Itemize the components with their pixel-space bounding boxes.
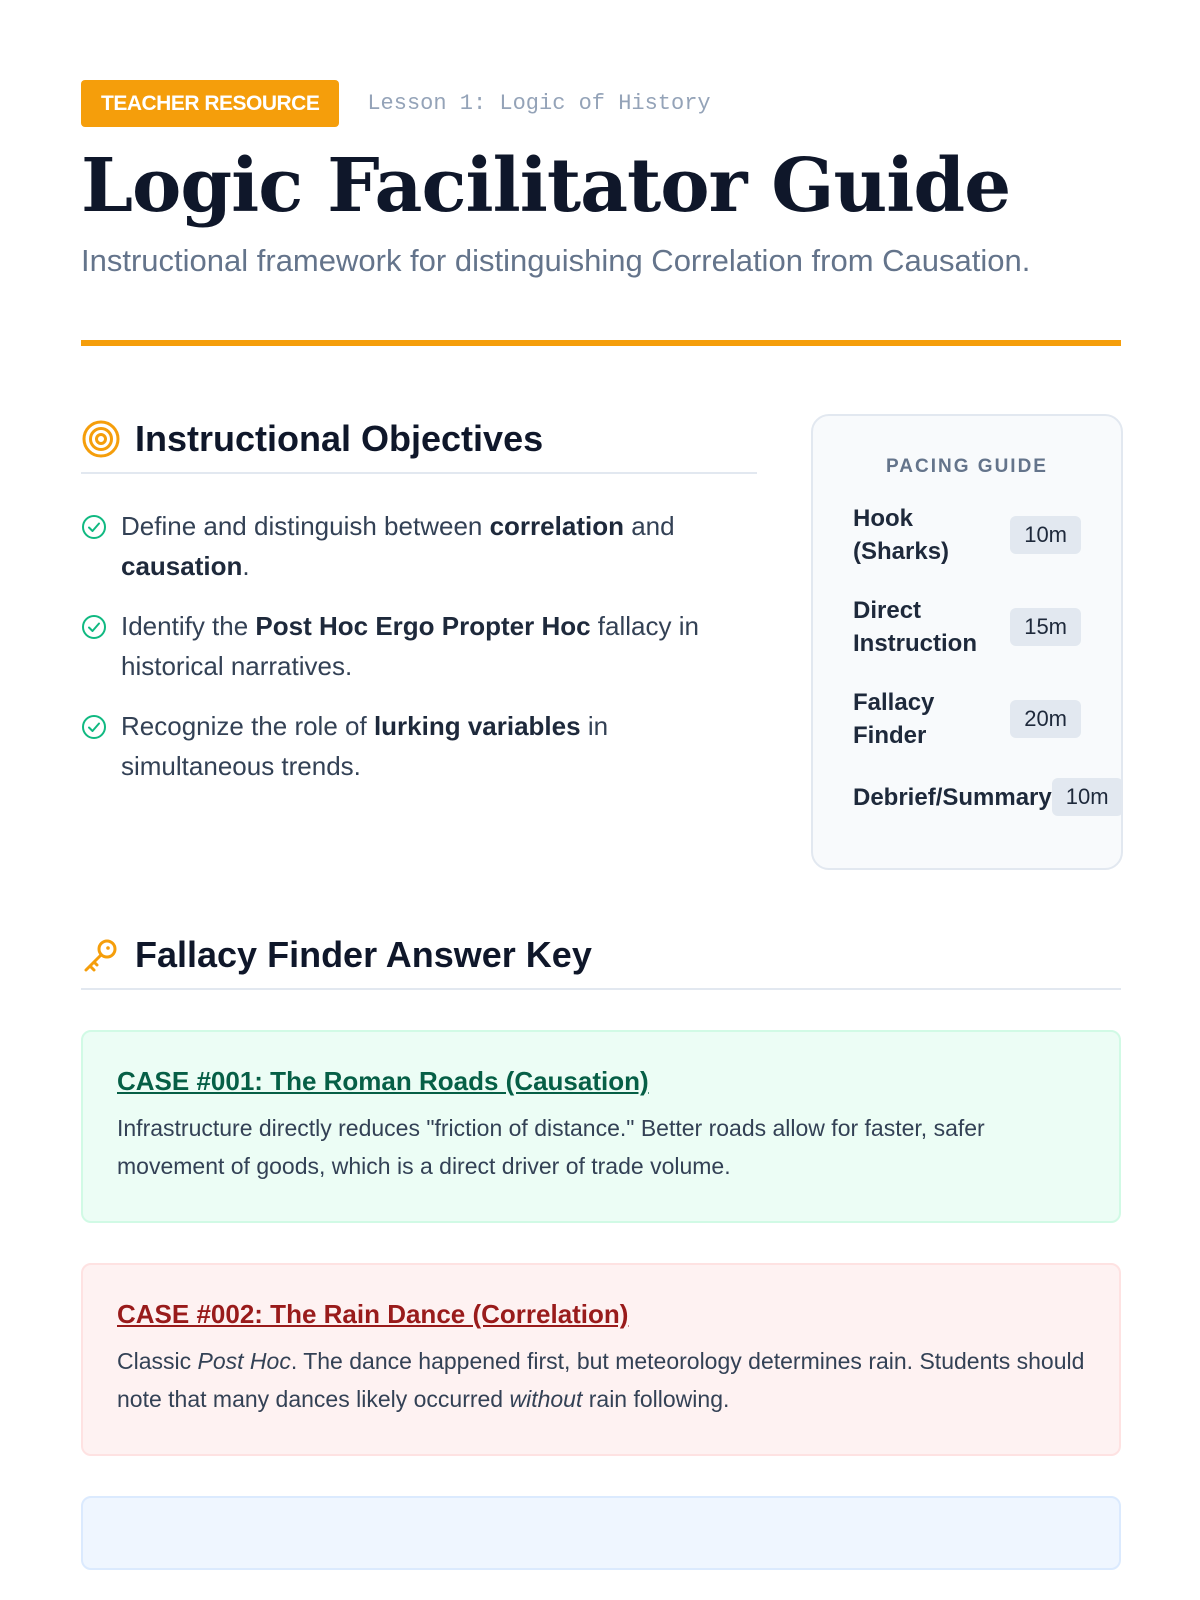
pacing-row: [853, 778, 1127, 816]
case-card-correlation: [81, 1263, 1121, 1456]
check-circle-icon: [81, 614, 107, 640]
header-meta: [81, 80, 1121, 127]
teacher-guide-page: [81, 80, 1121, 1570]
page-title: Logic Facilitator Guide: [81, 143, 1011, 229]
pacing-row-label: Hook (Sharks): [853, 505, 950, 565]
answer-key-header: [81, 930, 1121, 990]
key-icon: [81, 935, 121, 975]
pacing-row-label: Direct Instruction: [853, 597, 977, 657]
case-card-partial: [81, 1496, 1121, 1570]
objectives-header: [81, 414, 757, 474]
case-explanation: Classic Post Hoc. The dance happened first, but meteorology determines rain. Students should note that many dances likely occurred without rain following.: [117, 1348, 1085, 1412]
objectives-list: [81, 506, 757, 786]
pacing-row-time: 10m: [1010, 516, 1081, 554]
case-card-causation: [81, 1030, 1121, 1223]
objectives-column: [81, 414, 757, 806]
pacing-guide-title: PACING GUIDE: [886, 456, 1048, 477]
answer-key-section: [81, 930, 1121, 1570]
pacing-row-time: 20m: [1010, 700, 1081, 738]
page-subtitle: Instructional framework for distinguishing Correlation from Causation.: [81, 243, 1031, 278]
pacing-row-label: Fallacy Finder: [853, 689, 935, 749]
check-circle-icon: [81, 714, 107, 740]
target-icon: [81, 419, 121, 459]
lesson-reference: Lesson 1: Logic of History: [367, 91, 711, 116]
case-title: CASE #001: The Roman Roads (Causation): [117, 1066, 649, 1096]
objective-item: [81, 506, 757, 586]
case-explanation: Infrastructure directly reduces "friction of distance." Better roads allow for faster, safer movement of goods, which is a direct driver of trade volume.: [117, 1115, 985, 1179]
objectives-section: [81, 414, 1121, 874]
pacing-row: [853, 502, 1081, 568]
pacing-guide-card: [811, 414, 1123, 870]
objective-text: Define and distinguish between correlation and causation.: [121, 511, 675, 581]
pacing-row: [853, 686, 1081, 752]
pacing-row: [853, 594, 1081, 660]
header-divider: [81, 340, 1121, 346]
pacing-row-time: 15m: [1010, 608, 1081, 646]
teacher-resource-badge: TEACHER RESOURCE: [81, 80, 339, 127]
objective-text: Recognize the role of lurking variables in simultaneous trends.: [121, 711, 609, 781]
objective-text: Identify the Post Hoc Ergo Propter Hoc fallacy in historical narratives.: [121, 611, 699, 681]
objective-item: [81, 606, 757, 686]
objective-item: [81, 706, 757, 786]
pacing-row-label: Debrief/Summary: [853, 783, 1052, 811]
check-circle-icon: [81, 514, 107, 540]
objectives-heading: Instructional Objectives: [135, 418, 544, 459]
case-title: CASE #002: The Rain Dance (Correlation): [117, 1299, 629, 1329]
answer-key-heading: Fallacy Finder Answer Key: [135, 934, 592, 975]
pacing-row-time: 10m: [1052, 778, 1123, 816]
